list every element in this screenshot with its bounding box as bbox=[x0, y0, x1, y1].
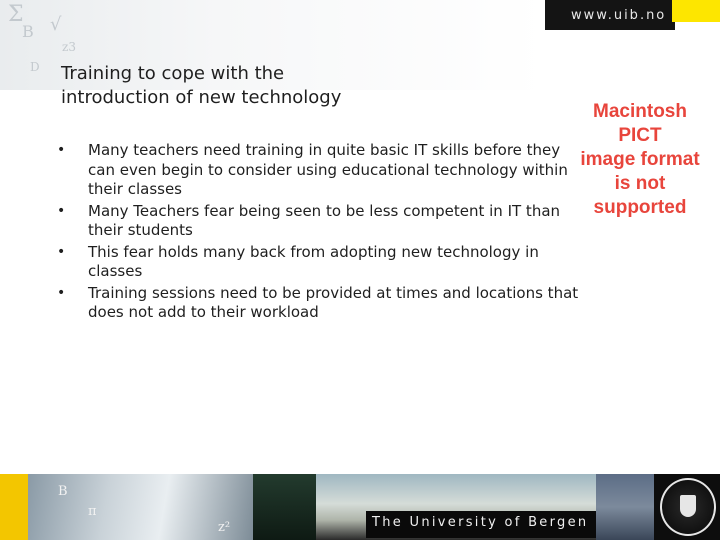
slide-title-line-2: introduction of new technology bbox=[61, 87, 342, 108]
banner-yellow-panel bbox=[0, 474, 28, 540]
decorative-symbol: z² bbox=[218, 520, 231, 535]
university-seal-icon bbox=[660, 478, 716, 536]
bullet-icon: • bbox=[57, 284, 66, 301]
bullet-text: This fear holds many back from adopting new technology in classes bbox=[88, 242, 539, 280]
decorative-symbol: π bbox=[88, 504, 97, 519]
placeholder-line-2: image format bbox=[580, 149, 700, 170]
banner-face-photo bbox=[28, 474, 253, 540]
bullet-icon: • bbox=[57, 243, 66, 260]
bullet-list bbox=[57, 141, 582, 325]
decorative-symbol: Σ bbox=[8, 2, 24, 27]
slide-title bbox=[61, 62, 481, 110]
bullet-text: Training sessions need to be provided at times and locations that does not add to their workload bbox=[88, 283, 579, 321]
placeholder-line-3: is not supported bbox=[593, 173, 687, 218]
unsupported-image-placeholder bbox=[578, 100, 702, 218]
bullet-item bbox=[57, 141, 582, 200]
site-url[interactable]: www.uib.no bbox=[545, 0, 675, 30]
bullet-text: Many teachers need training in quite basic IT skills before they can even begin to consider using educational technology within their classes bbox=[88, 141, 568, 198]
bullet-icon: • bbox=[57, 142, 66, 158]
crest-icon bbox=[680, 495, 696, 517]
decorative-symbol: z3 bbox=[62, 40, 76, 54]
decorative-symbol: B bbox=[58, 484, 68, 499]
accent-block bbox=[672, 0, 720, 22]
banner-dark-photo bbox=[253, 474, 316, 540]
banner-street-photo bbox=[596, 474, 654, 540]
bullet-text: Many Teachers fear being seen to be less competent in IT than their students bbox=[88, 201, 561, 239]
footer-university-name: The University of Bergen bbox=[372, 515, 589, 530]
bullet-item bbox=[57, 243, 582, 282]
bottom-photo-banner bbox=[0, 474, 720, 540]
decorative-symbol: D bbox=[30, 60, 40, 74]
placeholder-line-1: Macintosh PICT bbox=[593, 101, 687, 146]
decorative-symbol: B bbox=[22, 22, 34, 41]
bullet-icon: • bbox=[57, 202, 66, 219]
bullet-item bbox=[57, 284, 582, 323]
bullet-item bbox=[57, 202, 582, 241]
decorative-symbol: √ bbox=[50, 14, 62, 35]
slide-title-line-1: Training to cope with the bbox=[61, 63, 285, 84]
